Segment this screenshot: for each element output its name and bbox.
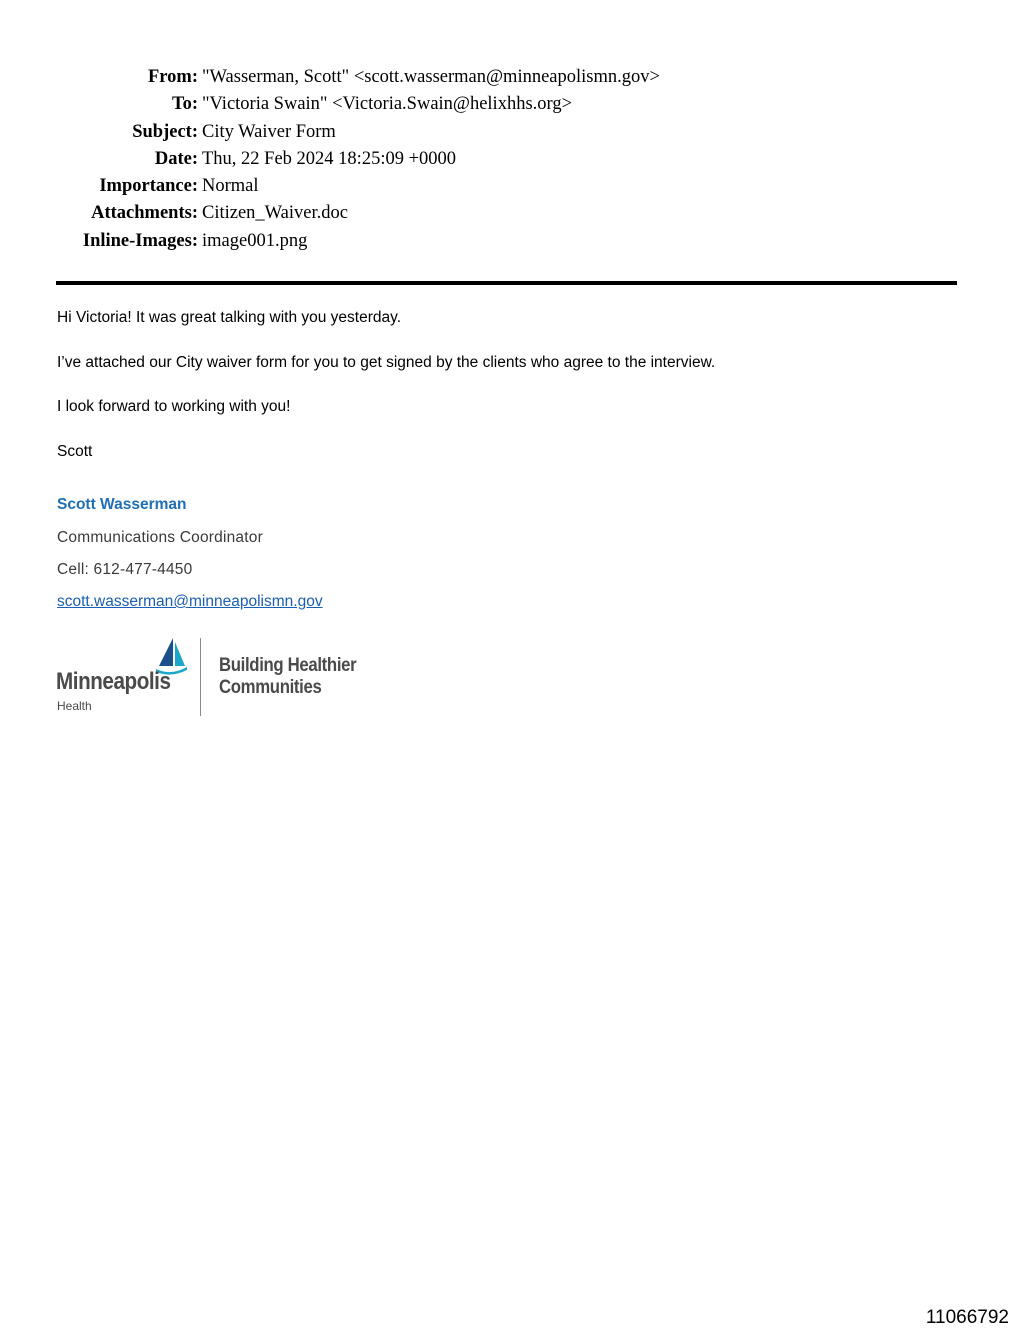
attachment-file[interactable]: Citizen_Waiver.doc bbox=[202, 203, 348, 224]
header-row-inline-images bbox=[0, 228, 1020, 255]
date-value: Thu, 22 Feb 2024 18:25:09 +0000 bbox=[202, 148, 457, 169]
body-paragraph-closing: I look forward to working with you! bbox=[57, 398, 291, 415]
body-signoff: Scott bbox=[57, 443, 93, 460]
page-id-number: 11066792 bbox=[925, 1307, 1009, 1328]
signature-email-link[interactable]: scott.wasserman@minneapolismn.gov bbox=[57, 593, 323, 610]
minneapolis-health-logo bbox=[56, 636, 356, 716]
to-label: To: bbox=[171, 94, 198, 115]
signature-phone: Cell: 612-477-4450 bbox=[57, 561, 193, 578]
date-label: Date: bbox=[154, 148, 198, 169]
from-label: From: bbox=[148, 67, 198, 87]
logo-tagline-line-1: Building Healthier bbox=[219, 654, 357, 676]
from-value: "Wasserman, Scott" <scott.wasserman@minneapolismn.gov> bbox=[202, 67, 660, 87]
logo-tagline bbox=[219, 654, 356, 698]
logo-department: Health bbox=[57, 699, 92, 713]
logo-city-name: Minneapolis bbox=[56, 668, 171, 695]
subject-value: City Waiver Form bbox=[202, 121, 336, 142]
to-value: "Victoria Swain" <Victoria.Swain@helixhhs.org> bbox=[202, 94, 573, 115]
header-row-subject bbox=[0, 119, 1020, 146]
header-row-to bbox=[0, 91, 1020, 118]
signature-name: Scott Wasserman bbox=[57, 496, 187, 513]
logo-tagline-line-2: Communities bbox=[219, 676, 322, 698]
header-divider bbox=[56, 281, 957, 285]
importance-value: Normal bbox=[202, 176, 259, 197]
header-row-importance bbox=[0, 173, 1020, 200]
importance-label: Importance: bbox=[99, 176, 198, 197]
body-paragraph-attachment: I’ve attached our City waiver form for you to get signed by the clients who agree to the interview. bbox=[57, 354, 716, 371]
header-row-from bbox=[0, 64, 1020, 91]
header-row-date bbox=[0, 146, 1020, 173]
subject-label: Subject: bbox=[132, 121, 198, 142]
body-greeting: Hi Victoria! It was great talking with you yesterday. bbox=[57, 309, 402, 326]
email-header bbox=[0, 64, 1020, 255]
attachments-label: Attachments: bbox=[91, 203, 198, 224]
header-row-attachments bbox=[0, 200, 1020, 227]
logo-divider bbox=[200, 638, 201, 716]
inline-images-label: Inline-Images: bbox=[82, 230, 198, 251]
inline-image-file: image001.png bbox=[202, 230, 308, 251]
signature-title: Communications Coordinator bbox=[57, 529, 263, 546]
